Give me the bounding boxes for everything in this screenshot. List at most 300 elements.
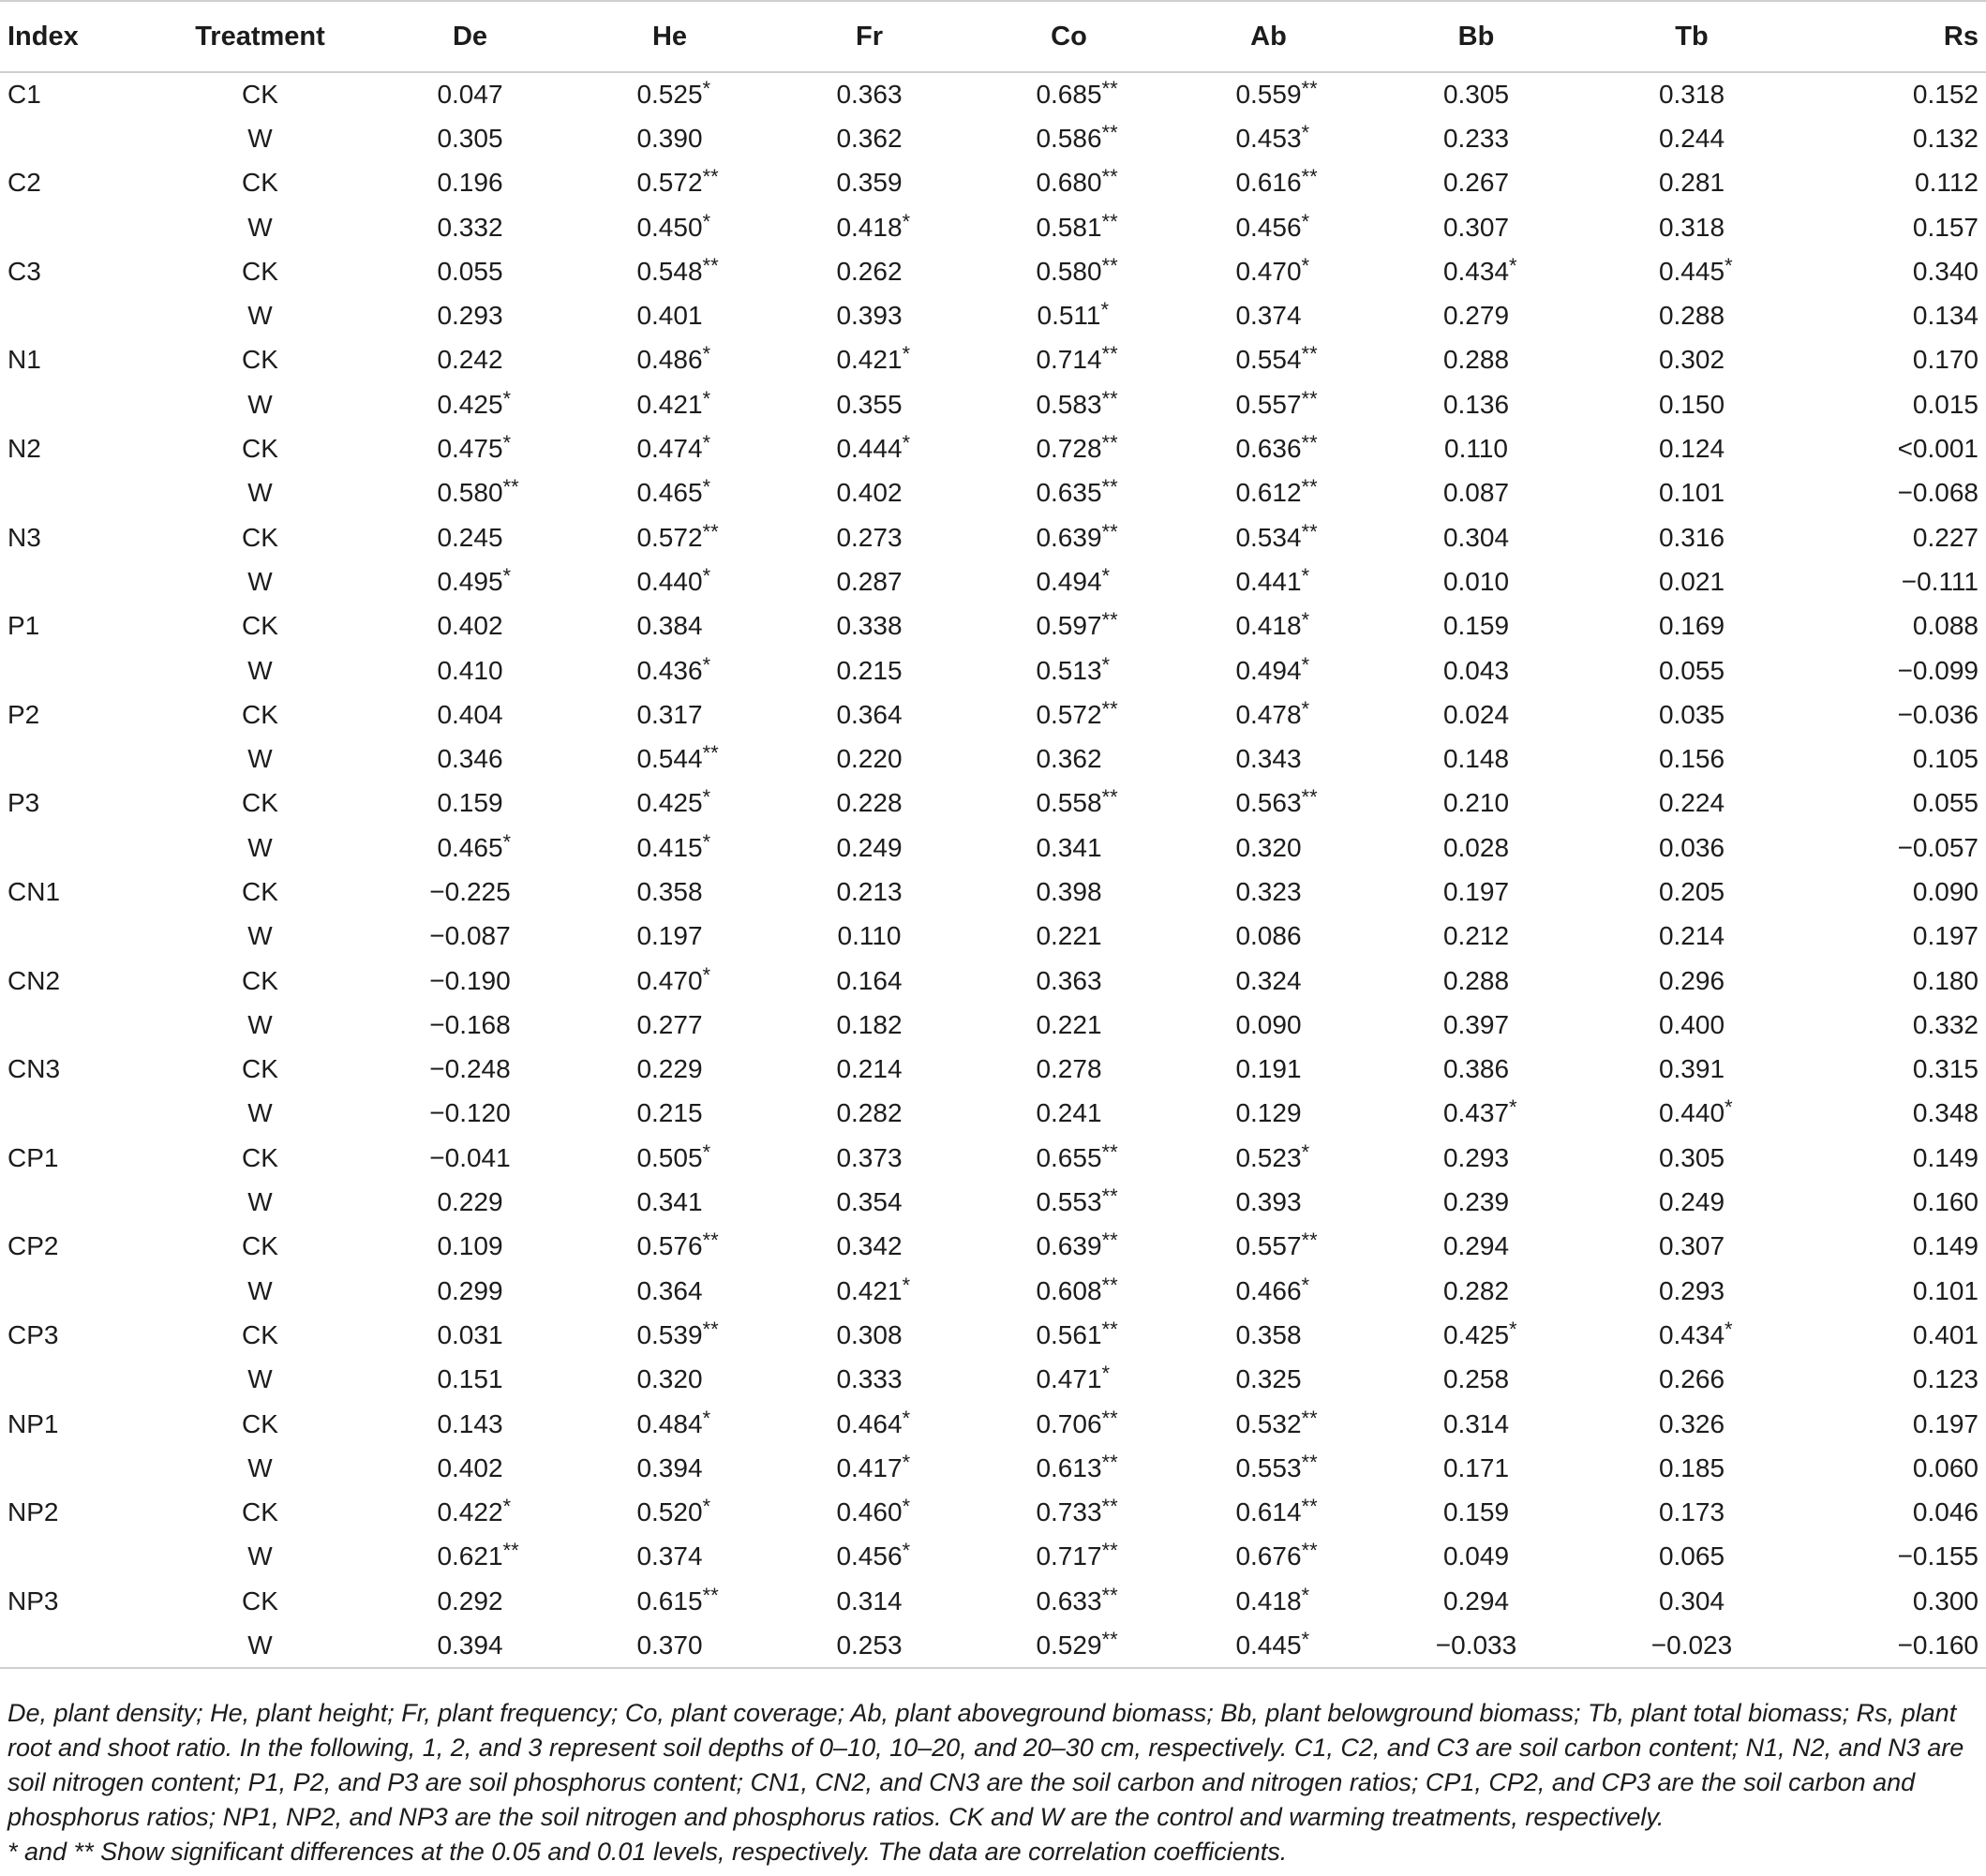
- value-cell: 0.109: [437, 1231, 503, 1261]
- value-text: 0.558 **: [1036, 785, 1118, 818]
- value-cell: 0.229: [437, 1187, 503, 1217]
- column-header: Tb: [1584, 1, 1799, 72]
- value-text: 0.557 **: [1235, 1228, 1318, 1261]
- value-cell: −0.155: [1897, 1541, 1979, 1571]
- value-cell: 0.293: [1442, 1142, 1510, 1172]
- value-cell: 0.213: [836, 876, 903, 906]
- treatment-cell: W: [247, 1275, 273, 1305]
- value-cell: 0.326: [1658, 1408, 1725, 1438]
- value-cell: [1368, 249, 1584, 293]
- table-row: [0, 161, 1986, 205]
- value-cell: 0.318: [1658, 212, 1725, 242]
- treatment-cell: W: [247, 389, 273, 419]
- significance-mark: **: [702, 1317, 719, 1341]
- value-cell: [570, 648, 769, 692]
- value-cell: 0.182: [836, 1009, 903, 1039]
- significance-mark: *: [1301, 1583, 1310, 1607]
- index-cell: CP1: [7, 1142, 59, 1172]
- value-cell: −0.111: [1901, 566, 1979, 596]
- value-cell: 0.293: [1658, 1275, 1725, 1305]
- significance-mark: *: [1301, 1273, 1310, 1297]
- table-row: [0, 382, 1986, 426]
- value-text: 0.434 *: [1658, 1317, 1733, 1349]
- value-text: 0.733 **: [1036, 1495, 1118, 1527]
- value-cell: 0.249: [1658, 1187, 1725, 1217]
- value-cell: 0.307: [1442, 212, 1510, 242]
- value-cell: [969, 1313, 1169, 1357]
- index-cell: [0, 1623, 150, 1667]
- significance-mark: **: [1301, 431, 1318, 455]
- treatment-cell: W: [247, 1009, 273, 1039]
- value-text: 0.425 *: [437, 386, 512, 419]
- table-row: [0, 915, 1986, 959]
- value-cell: 0.110: [1444, 434, 1508, 464]
- significance-mark: *: [902, 1495, 911, 1519]
- table-row: [0, 1402, 1986, 1446]
- significance-mark: **: [1301, 1228, 1318, 1253]
- index-cell: [0, 1003, 150, 1047]
- value-cell: 0.346: [437, 744, 503, 774]
- significance-mark: **: [1101, 696, 1118, 721]
- value-cell: 0.343: [1235, 744, 1302, 774]
- table-row: [0, 338, 1986, 382]
- value-cell: 0.304: [1658, 1586, 1725, 1615]
- significance-mark: *: [702, 209, 711, 233]
- significance-mark: *: [902, 1450, 911, 1474]
- significance-mark: *: [1301, 1139, 1310, 1164]
- value-cell: 0.320: [636, 1364, 703, 1394]
- value-cell: 0.152: [1912, 80, 1979, 110]
- value-cell: 0.060: [1912, 1452, 1979, 1482]
- index-cell: C2: [7, 168, 41, 198]
- value-cell: [370, 382, 570, 426]
- value-cell: 0.151: [437, 1364, 503, 1394]
- significance-mark: **: [702, 253, 719, 277]
- significance-mark: *: [1301, 209, 1310, 233]
- value-text: 0.580 **: [437, 475, 519, 508]
- value-cell: 0.105: [1912, 744, 1979, 774]
- value-cell: 0.055: [1912, 788, 1979, 818]
- value-cell: 0.055: [437, 256, 503, 286]
- significance-mark: **: [1301, 165, 1318, 189]
- value-cell: 0.281: [1658, 168, 1725, 198]
- value-cell: [570, 515, 769, 559]
- significance-mark: *: [702, 475, 711, 499]
- value-text: 0.436 *: [636, 652, 711, 685]
- value-text: 0.421 *: [636, 386, 711, 419]
- table-row: [0, 471, 1986, 515]
- value-cell: 0.363: [836, 80, 903, 110]
- value-cell: 0.215: [636, 1098, 703, 1128]
- significance-mark: *: [1509, 1317, 1517, 1341]
- value-cell: [969, 692, 1169, 737]
- value-cell: [1169, 161, 1368, 205]
- significance-mark: **: [1101, 1450, 1118, 1474]
- value-cell: 0.325: [1235, 1364, 1302, 1394]
- value-text: 0.453 *: [1235, 120, 1310, 153]
- value-cell: [1169, 515, 1368, 559]
- value-cell: [1169, 338, 1368, 382]
- value-text: 0.445 *: [1235, 1627, 1310, 1660]
- value-cell: [769, 1402, 969, 1446]
- value-cell: 0.324: [1235, 965, 1302, 995]
- column-header: Index: [0, 1, 150, 72]
- significance-mark: **: [702, 741, 719, 766]
- index-cell: P3: [7, 788, 40, 818]
- value-cell: 0.249: [836, 832, 903, 862]
- value-text: 0.418 *: [836, 209, 911, 242]
- value-cell: 0.305: [1442, 80, 1510, 110]
- value-cell: −0.160: [1799, 1623, 1986, 1667]
- table-row: [0, 1136, 1986, 1180]
- value-cell: 0.197: [1912, 1408, 1979, 1438]
- value-cell: 0.364: [636, 1275, 703, 1305]
- value-cell: 0.090: [1912, 876, 1979, 906]
- value-cell: 0.317: [636, 699, 703, 729]
- significance-mark: *: [1509, 253, 1517, 277]
- value-cell: [1169, 249, 1368, 293]
- value-text: 0.553 **: [1235, 1450, 1318, 1482]
- value-cell: 0.214: [1658, 921, 1725, 951]
- value-cell: 0.341: [1036, 832, 1102, 862]
- value-text: 0.714 **: [1036, 342, 1118, 375]
- index-cell: NP2: [7, 1497, 59, 1527]
- value-cell: 0.342: [836, 1231, 903, 1261]
- value-cell: [1169, 1446, 1368, 1490]
- significance-mark: **: [1101, 253, 1118, 277]
- value-text: 0.466 *: [1235, 1273, 1310, 1305]
- significance-mark: **: [1101, 1495, 1118, 1519]
- index-cell: C1: [7, 80, 41, 110]
- value-cell: 0.229: [636, 1054, 703, 1084]
- value-text: 0.511 *: [1037, 298, 1110, 331]
- significance-mark: **: [1101, 1139, 1118, 1164]
- significance-mark: **: [1101, 1228, 1118, 1253]
- value-cell: [969, 116, 1169, 160]
- significance-mark: *: [702, 1139, 711, 1164]
- value-cell: 0.294: [1442, 1586, 1510, 1615]
- value-cell: 0.397: [1442, 1009, 1510, 1039]
- significance-mark: *: [702, 431, 711, 455]
- value-cell: 0.101: [1658, 478, 1725, 508]
- significance-mark: *: [702, 962, 711, 987]
- value-cell: 0.055: [1658, 655, 1725, 685]
- value-cell: [570, 72, 769, 116]
- value-cell: 0.287: [836, 566, 903, 596]
- value-text: 0.608 **: [1036, 1273, 1118, 1305]
- value-cell: [570, 1136, 769, 1180]
- significance-mark: **: [1101, 1317, 1118, 1341]
- value-cell: [969, 515, 1169, 559]
- value-cell: 0.318: [1658, 80, 1725, 110]
- value-cell: 0.149: [1912, 1231, 1979, 1261]
- value-text: 0.495 *: [437, 563, 512, 596]
- value-cell: 0.314: [1442, 1408, 1510, 1438]
- index-cell: [0, 116, 150, 160]
- column-header: Treatment: [150, 1, 370, 72]
- table-row: [0, 604, 1986, 648]
- value-cell: [1169, 205, 1368, 249]
- value-cell: 0.299: [437, 1275, 503, 1305]
- significance-mark: **: [702, 519, 719, 543]
- value-cell: [969, 782, 1169, 826]
- significance-mark: **: [502, 475, 519, 499]
- treatment-cell: CK: [242, 965, 278, 995]
- treatment-cell: CK: [242, 168, 278, 198]
- index-cell: [0, 1535, 150, 1579]
- value-cell: 0.242: [437, 345, 503, 375]
- table-row: [0, 1579, 1986, 1623]
- value-cell: [1169, 382, 1368, 426]
- treatment-cell: CK: [242, 1319, 278, 1349]
- value-cell: <0.001: [1897, 434, 1979, 464]
- significance-mark: **: [1101, 1406, 1118, 1430]
- treatment-cell: CK: [242, 788, 278, 818]
- value-cell: [769, 1535, 969, 1579]
- significance-mark: *: [902, 1273, 911, 1297]
- index-cell: [0, 648, 150, 692]
- significance-mark: *: [502, 431, 512, 455]
- table-row: [0, 959, 1986, 1003]
- value-cell: [1169, 1136, 1368, 1180]
- significance-mark: **: [1101, 519, 1118, 543]
- index-cell: [0, 205, 150, 249]
- treatment-cell: W: [247, 1098, 273, 1128]
- value-cell: [1169, 471, 1368, 515]
- value-text: 0.513 *: [1036, 652, 1111, 685]
- value-cell: 0.370: [570, 1623, 769, 1667]
- value-cell: [570, 382, 769, 426]
- treatment-cell: CK: [242, 1231, 278, 1261]
- value-cell: 0.214: [836, 1054, 903, 1084]
- significance-mark: *: [702, 785, 711, 810]
- significance-mark: *: [1301, 1627, 1310, 1651]
- value-cell: [370, 826, 570, 870]
- value-cell: 0.358: [636, 876, 703, 906]
- significance-mark: **: [1101, 785, 1118, 810]
- value-cell: [769, 426, 969, 470]
- value-text: 0.597 **: [1036, 608, 1118, 641]
- significance-mark: *: [1509, 1095, 1517, 1120]
- value-text: 0.621 **: [437, 1539, 519, 1571]
- treatment-cell: CK: [242, 699, 278, 729]
- treatment-cell: CK: [242, 1586, 278, 1615]
- value-cell: [570, 1402, 769, 1446]
- value-cell: 0.087: [1442, 478, 1510, 508]
- value-cell: [969, 293, 1169, 337]
- significance-mark: **: [1301, 386, 1318, 410]
- value-cell: 0.088: [1912, 611, 1979, 641]
- value-cell: −0.068: [1897, 478, 1979, 508]
- value-text: 0.494 *: [1036, 563, 1111, 596]
- index-cell: NP3: [7, 1586, 59, 1615]
- value-text: 0.415 *: [636, 829, 711, 862]
- value-cell: 0.220: [836, 744, 903, 774]
- value-cell: 0.049: [1442, 1541, 1510, 1571]
- value-text: 0.418 *: [1235, 608, 1310, 641]
- value-cell: 0.160: [1912, 1187, 1979, 1217]
- value-cell: 0.212: [1442, 921, 1510, 951]
- table-row: [0, 648, 1986, 692]
- value-text: 0.486 *: [636, 342, 711, 375]
- table-row: [0, 1623, 1986, 1667]
- value-cell: 0.159: [437, 788, 503, 818]
- significance-mark: **: [1101, 608, 1118, 633]
- value-cell: 0.124: [1658, 434, 1725, 464]
- value-cell: [769, 338, 969, 382]
- treatment-cell: W: [247, 1364, 273, 1394]
- value-text: 0.548 **: [636, 253, 719, 286]
- value-cell: 0.402: [437, 611, 503, 641]
- value-text: 0.554 **: [1235, 342, 1318, 375]
- significance-mark: *: [702, 342, 711, 366]
- value-cell: 0.307: [1658, 1231, 1725, 1261]
- value-cell: 0.241: [1036, 1098, 1102, 1128]
- value-cell: [969, 338, 1169, 382]
- value-cell: 0.245: [437, 522, 503, 552]
- value-cell: [570, 338, 769, 382]
- value-cell: [570, 737, 769, 781]
- value-cell: 0.364: [836, 699, 903, 729]
- table-row: [0, 1313, 1986, 1357]
- value-text: 0.460 *: [836, 1495, 911, 1527]
- significance-mark: **: [1101, 475, 1118, 499]
- table-row: [0, 1225, 1986, 1269]
- value-text: 0.532 **: [1235, 1406, 1318, 1438]
- value-cell: 0.132: [1912, 123, 1979, 153]
- value-cell: 0.288: [1658, 301, 1725, 331]
- treatment-cell: CK: [242, 256, 278, 286]
- value-cell: 0.173: [1658, 1497, 1725, 1527]
- value-cell: 0.393: [836, 301, 903, 331]
- value-cell: 0.197: [1442, 876, 1510, 906]
- value-cell: 0.294: [1442, 1231, 1510, 1261]
- significance-mark: *: [502, 829, 512, 854]
- index-cell: [0, 915, 150, 959]
- value-cell: [1169, 604, 1368, 648]
- significance-note: * and ** Show significant differences at the 0.05 and 0.01 levels, respectively. The data are correlation coefficients.: [7, 1838, 1288, 1866]
- significance-mark: *: [702, 563, 711, 588]
- significance-mark: **: [1101, 120, 1118, 144]
- value-cell: −0.168: [429, 1009, 511, 1039]
- significance-mark: *: [1101, 652, 1111, 677]
- treatment-cell: CK: [242, 1408, 278, 1438]
- table-body: [0, 72, 1986, 1668]
- value-text: 0.639 **: [1036, 519, 1118, 552]
- value-text: 0.613 **: [1036, 1450, 1118, 1482]
- value-cell: 0.394: [636, 1452, 703, 1482]
- value-cell: 0.134: [1912, 301, 1979, 331]
- value-cell: 0.304: [1442, 522, 1510, 552]
- significance-mark: **: [702, 1583, 719, 1607]
- value-cell: 0.279: [1442, 301, 1510, 331]
- value-cell: 0.316: [1658, 522, 1725, 552]
- value-text: 0.456 *: [836, 1539, 911, 1571]
- significance-mark: **: [1101, 209, 1118, 233]
- value-text: 0.440 *: [1658, 1095, 1733, 1128]
- value-cell: −0.225: [429, 876, 511, 906]
- treatment-cell: CK: [242, 1497, 278, 1527]
- table-row: [0, 782, 1986, 826]
- value-cell: 0.384: [636, 611, 703, 641]
- table-row: [0, 426, 1986, 470]
- index-cell: [0, 826, 150, 870]
- value-cell: 0.036: [1658, 832, 1725, 862]
- value-cell: 0.143: [437, 1408, 503, 1438]
- value-cell: 0.277: [636, 1009, 703, 1039]
- value-cell: 0.185: [1658, 1452, 1725, 1482]
- significance-mark: *: [902, 209, 911, 233]
- value-text: 0.581 **: [1036, 209, 1118, 242]
- index-cell: CP3: [7, 1319, 59, 1349]
- value-cell: [969, 249, 1169, 293]
- value-text: 0.484 *: [636, 1406, 711, 1438]
- treatment-cell: CK: [242, 611, 278, 641]
- value-cell: −0.190: [429, 965, 511, 995]
- value-text: 0.534 **: [1235, 519, 1318, 552]
- significance-mark: **: [702, 1228, 719, 1253]
- value-cell: −0.023: [1584, 1623, 1799, 1667]
- significance-mark: *: [1725, 1095, 1733, 1120]
- value-cell: 0.148: [1442, 744, 1510, 774]
- table-row: [0, 826, 1986, 870]
- value-cell: 0.110: [837, 921, 902, 951]
- value-cell: 0.355: [836, 389, 903, 419]
- significance-mark: *: [1100, 298, 1110, 322]
- value-text: 0.494 *: [1235, 652, 1310, 685]
- value-cell: [1169, 426, 1368, 470]
- value-text: 0.456 *: [1235, 209, 1310, 242]
- treatment-cell: CK: [242, 522, 278, 552]
- value-cell: 0.090: [1235, 1009, 1302, 1039]
- table-row: [0, 72, 1986, 116]
- value-cell: 0.400: [1658, 1009, 1725, 1039]
- value-cell: [1169, 1225, 1368, 1269]
- value-cell: 0.149: [1912, 1142, 1979, 1172]
- value-cell: 0.170: [1912, 345, 1979, 375]
- treatment-cell: W: [247, 921, 273, 951]
- value-cell: [1169, 72, 1368, 116]
- value-cell: 0.031: [437, 1319, 503, 1349]
- value-cell: 0.362: [836, 123, 903, 153]
- value-cell: 0.196: [437, 168, 503, 198]
- treatment-cell: CK: [242, 434, 278, 464]
- value-text: 0.478 *: [1235, 696, 1310, 729]
- significance-mark: **: [1101, 342, 1118, 366]
- value-cell: 0.315: [1912, 1054, 1979, 1084]
- value-text: 0.441 *: [1235, 563, 1310, 596]
- value-cell: 0.035: [1658, 699, 1725, 729]
- value-cell: 0.293: [437, 301, 503, 331]
- significance-mark: *: [1101, 563, 1111, 588]
- treatment-cell: W: [247, 123, 273, 153]
- value-cell: 0.171: [1442, 1452, 1510, 1482]
- value-cell: 0.024: [1442, 699, 1510, 729]
- value-cell: 0.210: [1442, 788, 1510, 818]
- value-cell: [969, 604, 1169, 648]
- value-cell: 0.205: [1658, 876, 1725, 906]
- value-cell: 0.391: [1658, 1054, 1725, 1084]
- significance-mark: **: [1301, 785, 1318, 810]
- value-cell: 0.292: [437, 1586, 503, 1615]
- value-text: 0.523 *: [1235, 1139, 1310, 1172]
- significance-mark: *: [1301, 253, 1310, 277]
- column-header: De: [370, 1, 570, 72]
- index-cell: N3: [7, 522, 41, 552]
- value-cell: [570, 1579, 769, 1623]
- value-cell: 0.333: [836, 1364, 903, 1394]
- value-cell: 0.305: [437, 123, 503, 153]
